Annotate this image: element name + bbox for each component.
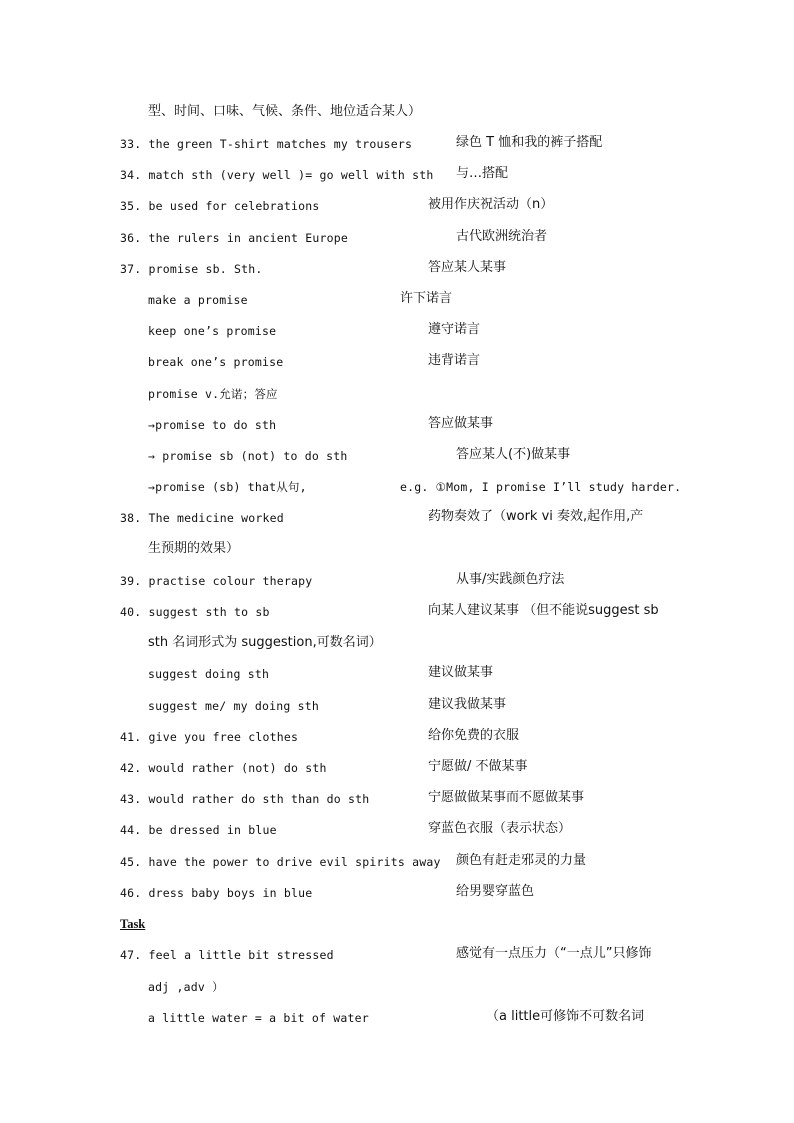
entry-43-en: 43. would rather do sth than do sth (120, 792, 370, 806)
entry-34-zh: 与…搭配 (456, 166, 509, 181)
entry-36-en: 36. the rulers in ancient Europe (120, 231, 348, 245)
entry-47-en: 47. feel a little bit stressed (120, 948, 334, 962)
entry-45-zh: 颜色有赶走邪灵的力量 (456, 853, 587, 868)
continuation-line: 型、时间、口味、气候、条件、地位适合某人） (148, 104, 422, 119)
entry-44-zh: 穿蓝色衣服（表示状态） (428, 821, 572, 836)
entry-40-zh-cont: sth 名词形式为 suggestion,可数名词） (148, 635, 382, 650)
entry-35-zh: 被用作庆祝活动（n） (428, 197, 554, 212)
entry-37-sbtodo-zh: 答应某人(不)做某事 (456, 447, 571, 462)
entry-37-that-en: →promise (sb) that从句, (148, 480, 307, 494)
entry-37-break-en: break one’s promise (148, 355, 284, 369)
entry-37-en: 37. promise sb. Sth. (120, 262, 263, 276)
entry-37-verb-note: promise v.允诺；答应 (148, 387, 278, 401)
entry-40-me-en: suggest me/ my doing sth (148, 699, 319, 713)
entry-40-zh: 向某人建议某事 （但不能说suggest sb (428, 603, 659, 618)
entry-47-cont: adj ,adv ） (148, 980, 224, 994)
entry-47-water-en: a little water = a bit of water (148, 1011, 369, 1025)
entry-41-zh: 给你免费的衣服 (428, 728, 520, 743)
entry-42-zh: 宁愿做/ 不做某事 (428, 759, 528, 774)
entry-33-en: 33. the green T-shirt matches my trousers (120, 137, 413, 151)
entry-46-zh: 给男婴穿蓝色 (456, 884, 535, 899)
entry-37-break-zh: 违背诺言 (428, 353, 481, 368)
entry-44-en: 44. be dressed in blue (120, 823, 277, 837)
entry-34-en: 34. match sth (very well )= go well with sth (120, 168, 434, 182)
entry-37-keep-en: keep one’s promise (148, 324, 277, 338)
entry-37-make-zh: 许下诺言 (400, 291, 453, 306)
entry-40-en: 40. suggest sth to sb (120, 605, 270, 619)
entry-37-make-en: make a promise (148, 293, 248, 307)
entry-37-todo-en: →promise to do sth (148, 418, 277, 432)
entry-47-zh: 感觉有一点压力（“一点儿”只修饰 (456, 946, 652, 961)
entry-33-zh: 绿色 T 恤和我的裤子搭配 (456, 135, 603, 150)
entry-46-en: 46. dress baby boys in blue (120, 886, 313, 900)
entry-38-en: 38. The medicine worked (120, 511, 284, 525)
entry-43-zh: 宁愿做做某事而不愿做某事 (428, 790, 585, 805)
entry-47-water-zh: （a little可修饰不可数名词 (486, 1009, 645, 1024)
entry-40-me-zh: 建议我做某事 (428, 697, 507, 712)
entry-38-zh: 药物奏效了（work vi 奏效,起作用,产 (428, 509, 644, 524)
entry-38-zh-cont: 生预期的效果） (148, 541, 240, 556)
entry-40-doing-en: suggest doing sth (148, 667, 270, 681)
entry-35-en: 35. be used for celebrations (120, 199, 320, 213)
entry-37-keep-zh: 遵守诺言 (428, 322, 481, 337)
entry-37-todo-zh: 答应做某事 (428, 416, 494, 431)
entry-39-zh: 从事/实践颜色疗法 (456, 572, 565, 587)
entry-39-en: 39. practise colour therapy (120, 574, 313, 588)
entry-36-zh: 古代欧洲统治者 (456, 229, 548, 244)
entry-41-en: 41. give you free clothes (120, 730, 299, 744)
entry-42-en: 42. would rather (not) do sth (120, 761, 327, 775)
entry-45-en: 45. have the power to drive evil spirits away (120, 855, 441, 869)
entry-37-zh: 答应某人某事 (428, 260, 507, 275)
entry-37-example: e.g. ①Mom, I promise I’ll study harder. (400, 480, 682, 494)
task-heading: Task (120, 917, 146, 931)
entry-40-doing-zh: 建议做某事 (428, 665, 494, 680)
entry-37-sbtodo-en: → promise sb (not) to do sth (148, 449, 348, 463)
